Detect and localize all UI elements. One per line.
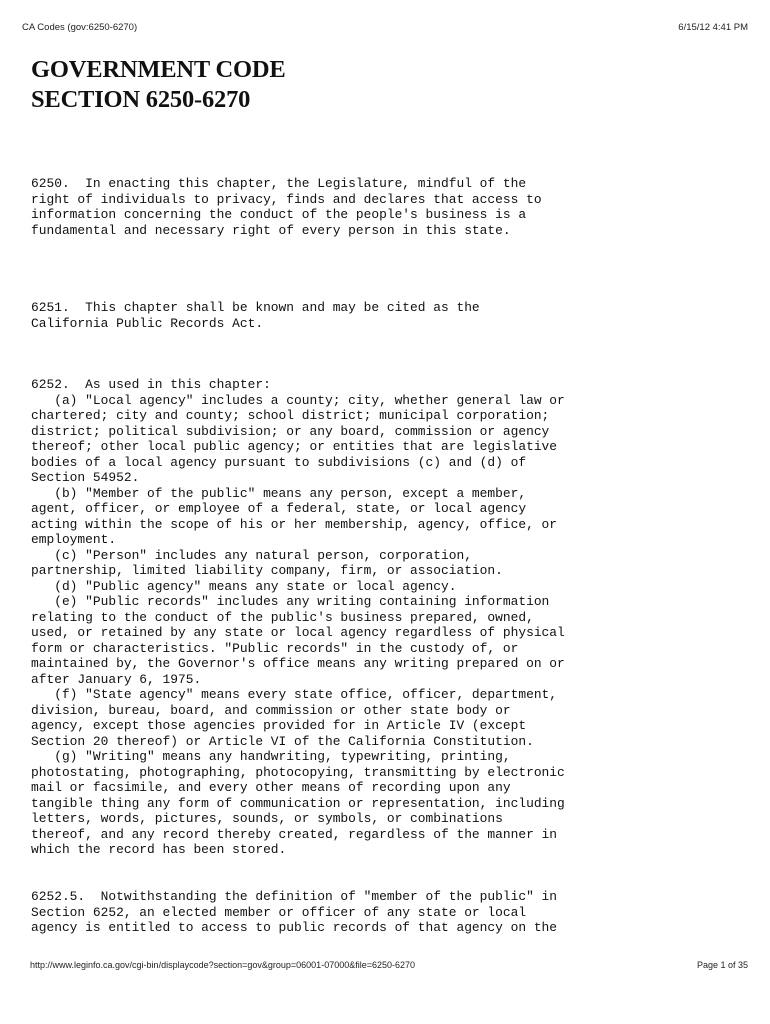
section-6252-5-text: 6252.5. Notwithstanding the definition of "member of the public" in Section 6252, an elected member or officer of any state or local agency is entitled to access to public records of that agency on the <box>31 889 558 935</box>
footer-url: http://www.leginfo.ca.gov/cgi-bin/displaycode?section=gov&group=06001-07000&file=6250-6270 <box>30 960 416 970</box>
print-footer <box>30 960 748 974</box>
section-6251-text: 6251. This chapter shall be known and may be cited as the California Public Records Act. <box>31 300 480 331</box>
title-line-section: SECTION 6250-6270 <box>31 86 251 113</box>
page-title <box>31 55 286 115</box>
footer-page-number: Page 1 of 35 <box>696 960 748 970</box>
title-line-code: GOVERNMENT CODE <box>31 56 286 83</box>
section-6250-text: 6250. In enacting this chapter, the Legislature, mindful of the right of individuals to privacy, finds and declares that access to information concerning the conduct of the people's business is a fundamental and necessary right of every person in this state. <box>31 176 542 238</box>
print-header <box>22 22 748 36</box>
section-6252-text: 6252. As used in this chapter: (a) "Local agency" includes a county; city, whether general law or chartered; city and county; school district; municipal corporation; district; political subdivision; or any board, commission or agency thereof; other local public agency; or entities that are legislative bodies of a local agency pursuant to subdivisions (c) and (d) of Section 54952. (b) "Member of the public" means any person, except a member, agent, officer, or employee of a federal, state, or local agency acting within the scope of his or her membership, agency, office, or employment. (c) "Person" includes any natural person, corporation, partnership, limited liability company, firm, or association. (d) "Public agency" means any state or local agency. (e) "Public records" includes any writing containing information relating to the conduct of the public's business prepared, owned, used, or retained by any state or local agency regardless of physical form or characteristics. "Public records" in the custody of, or maintained by, the Governor's office means any writing prepared on or after January 6, 1975. (f) "State agency" means every state office, officer, department, division, bureau, board, and commission or other state body or agency, except those agencies provided for in Article IV (except Section 20 thereof) or Article VI of the California Constitution. (g) "Writing" means any handwriting, typewriting, printing, photostating, photographing, photocopying, transmitting by electronic mail or facsimile, and every other means of recording upon any tangible thing any form of communication or representation, including letters, words, pictures, sounds, or symbols, or combinations thereof, and any record thereby created, regardless of the manner in which the record has been stored. <box>31 377 565 857</box>
header-timestamp: 6/15/12 4:41 PM <box>678 22 748 33</box>
header-document-title: CA Codes (gov:6250-6270) <box>22 22 138 33</box>
